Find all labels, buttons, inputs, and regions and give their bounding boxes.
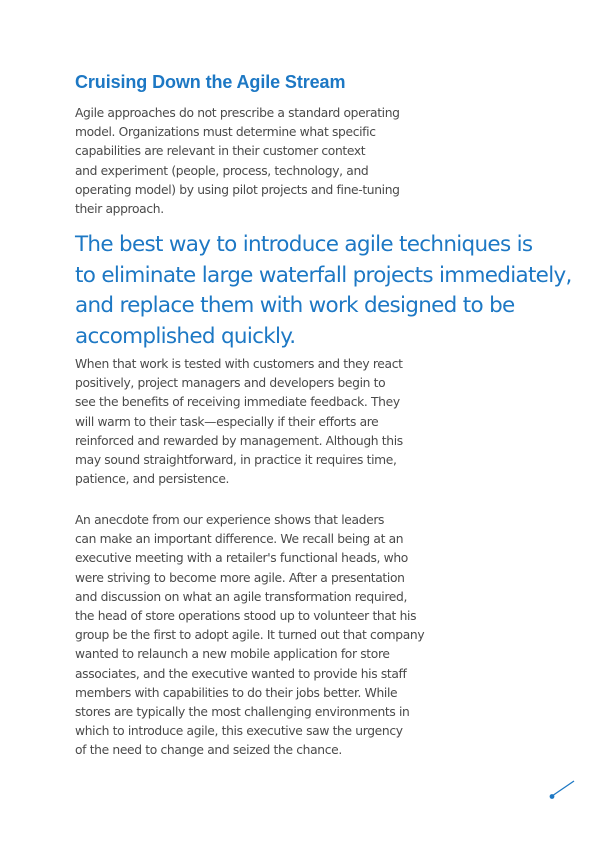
body-line: and discussion on what an agile transformation required,: [75, 589, 408, 604]
body-line: When that work is tested with customers and they react: [75, 357, 403, 371]
intro-line: operating model) by using pilot projects and fine-tuning: [75, 182, 400, 197]
body-line: An anecdote from our experience shows that leaders: [75, 513, 385, 527]
body-line: positively, project managers and developers begin to: [75, 376, 386, 391]
intro-line: Agile approaches do not prescribe a standard operating: [75, 106, 400, 120]
intro-line: their approach.: [75, 202, 164, 217]
body-line: executive meeting with a retailer's functional heads, who: [75, 551, 408, 566]
pull-quote-line: accomplished quickly.: [75, 323, 296, 349]
body-line: members with capabilities to do their jobs better. While: [75, 685, 398, 700]
intro-paragraph: [75, 104, 400, 219]
body-line: may sound straightforward, in practice it requires time,: [75, 453, 397, 468]
body-line: reinforced and rewarded by management. Although this: [75, 433, 403, 448]
pull-quote-line: The best way to introduce agile techniques is: [75, 232, 533, 257]
intro-line: capabilities are relevant in their customer context: [75, 144, 366, 159]
body-line: patience, and persistence.: [75, 472, 230, 487]
pull-quote-line: and replace them with work designed to be: [75, 293, 515, 318]
body-paragraph-2: [75, 355, 403, 489]
body-line: will warm to their task—especially if their efforts are: [75, 414, 379, 429]
body-line: wanted to relaunch a new mobile application for store: [75, 647, 390, 662]
body-line: group be the first to adopt agile. It turned out that company: [75, 628, 425, 643]
pull-quote: [75, 230, 572, 352]
body-line: associates, and the executive wanted to provide his staff: [75, 666, 407, 681]
body-line: stores are typically the most challenging environments in: [75, 705, 410, 720]
line-with-dot-icon: [540, 773, 580, 805]
intro-line: model. Organizations must determine what specific: [75, 125, 376, 140]
section-heading: Cruising Down the Agile Stream: [75, 72, 346, 92]
body-line: were striving to become more agile. After a presentation: [75, 570, 405, 585]
body-paragraph-3: [75, 511, 424, 761]
pull-quote-line: to eliminate large waterfall projects immediately,: [75, 262, 572, 288]
body-line: which to introduce agile, this executive saw the urgency: [75, 724, 403, 739]
body-line: can make an important difference. We recall being at an: [75, 532, 404, 547]
body-line: of the need to change and seized the chance.: [75, 743, 342, 758]
intro-line: and experiment (people, process, technology, and: [75, 163, 369, 178]
body-line: the head of store operations stood up to volunteer that his: [75, 609, 417, 624]
body-line: see the benefits of receiving immediate feedback. They: [75, 395, 400, 410]
